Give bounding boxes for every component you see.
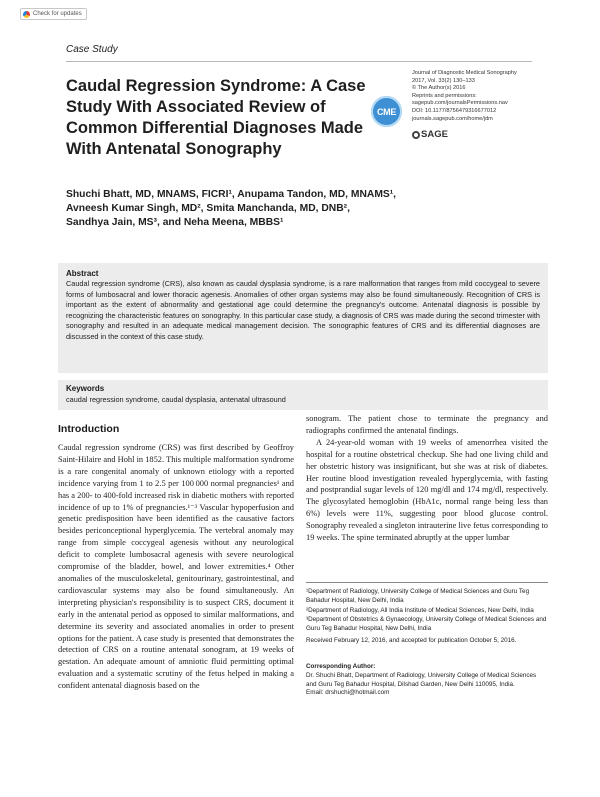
sage-logo (412, 129, 448, 140)
keywords-box (58, 380, 548, 410)
footnote-divider (306, 582, 548, 583)
affiliation-item: ²Department of Radiology, All India Institute of Medical Sciences, New Delhi, India (306, 606, 534, 614)
corresponding-author (306, 663, 548, 698)
affiliation-item: ¹Department of Radiology, University College of Medical Sciences and Guru Teg Bahadur Hospital, New Delhi, India (306, 588, 530, 604)
journal-url-link[interactable]: journals.sagepub.com/home/jdm (412, 115, 493, 122)
author-line: Shuchi Bhatt, MD, MNAMS, FICRI¹, Anupama Tandon, MD, MNAMS¹, (66, 189, 397, 200)
doi-link[interactable]: DOI: 10.1177/8756479316677012 (412, 107, 497, 114)
crossmark-label: Check for updates (33, 11, 82, 17)
sage-logo-text: SAGE (421, 129, 448, 140)
corresponding-author-address: Dr. Shuchi Bhatt, Department of Radiology, University College of Medical Sciences and Guru Teg Bahadur Hospital, Dilshad Garden, New Delhi 110095, India. (306, 671, 537, 688)
author-list (66, 188, 486, 230)
journal-citation: 2017, Vol. 33(2) 130–133 (412, 77, 475, 84)
sage-logo-icon (412, 131, 420, 139)
crossmark-icon (23, 11, 30, 18)
journal-info (412, 70, 547, 123)
keywords-text: caudal regression syndrome, caudal dysplasia, antenatal ultrasound (66, 395, 286, 404)
article-title: Caudal Regression Syndrome: A Case Study With Associated Review of Common Differential Diagnoses Made With Antenatal Sonography (66, 77, 366, 158)
author-line: Avneesh Kumar Singh, MD², Smita Manchanda, MD, DNB², (66, 203, 350, 214)
journal-copyright: © The Author(s) 2016 (412, 85, 466, 92)
author-line: Sandhya Jain, MS³, and Neha Meena, MBBS¹ (66, 217, 284, 228)
crossmark-badge[interactable] (20, 8, 87, 20)
reprints-link[interactable]: sagepub.com/journalsPermissions.nav (412, 100, 508, 107)
left-column (58, 442, 294, 692)
case-report-paragraph: A 24-year-old woman with 19 weeks of amenorrhea visited the hospital for a routine obstetrical checkup. She had one living child and her obstetric history was insignificant, but she was at risk of diabetes. Her routine blood investigation revealed hyperglycemia, with fasting and postprandial sugar levels of 120 mg/dl and 174 mg/dl, respectively. The glycosylated hemoglobin (HbA1c, normal range being less than 6%) levels were 11%, suggesting poor blood glucose control. Sonography revealed a singleton intrauterine live fetus corresponding to 19 weeks. The spine terminated abruptly at the upper lumbar (306, 437, 548, 543)
cme-badge-label: CME (376, 106, 397, 117)
abstract-box (58, 263, 548, 373)
introduction-paragraph: Caudal regression syndrome (CRS) was first described by Geoffroy Saint-Hilaire and Hohl in 1852. This multiple malformation syndrome is a rare congenital anomaly of unknown etiology with a reported incidence varying from 1 to 2.5 per 100 000 normal pregnancies¹ and has a 200- to 400-fold increased risk in diabetic mothers with reported incidence of up to 1% of pregnancies.¹⁻³ Vascular hypoperfusion and genetic predisposition have been identified as the causative factors besides periconceptional hyperglycemia. The vertebral anomaly may range from simple coccygeal agenesis without any neurological deficit to complete lumbosacral agenesis with severe neurological compromise of the bladder, bowel, and lower extremities.⁴ Other anomalies of the musculoskeletal, genitourinary, gastrointestinal, and cardiovascular systems may also be found simultaneously. An interpreting physician's responsibility is to suspect CRS, document it early in the antenatal period as opposed to similar malformations, and determine its severity and associated anomalies in order to present options for the patient. A case study is presented that demonstrates the detection of CRS on a routine antenatal sonogram, at 19 weeks of gestation. An adequate amount of amniotic fluid permitting optimal evaluation and a systematic scrutiny of the fetus helped in making a confident antenatal diagnosis based on the (58, 443, 294, 691)
journal-name: Journal of Diagnostic Medical Sonography (412, 70, 517, 76)
abstract-heading: Abstract (66, 269, 99, 278)
introduction-heading: Introduction (58, 423, 120, 435)
header-divider (66, 61, 532, 62)
corresponding-author-email[interactable]: Email: drshuchi@hotmail.com (306, 689, 390, 697)
received-dates: Received February 12, 2016, and accepted for publication October 5, 2016. (306, 637, 517, 644)
right-column (306, 413, 548, 544)
section-label: Case Study (66, 44, 118, 55)
corresponding-author-heading: Corresponding Author: (306, 663, 376, 670)
reprints-label: Reprints and permissions: (412, 92, 477, 99)
affiliations (306, 588, 548, 635)
keywords-heading: Keywords (66, 384, 105, 393)
body-paragraph: sonogram. The patient chose to terminate the pregnancy and radiographs confirmed the antenatal findings. (306, 414, 548, 435)
abstract-text: Caudal regression syndrome (CRS), also known as caudal dysplasia syndrome, is a rare malformation that ranges from mild coccygeal to severe forms of lumbosacral and lower thoracic agenesis. Anomalies of other organ systems may also be found simultaneously. Recognition of CRS is important as the extent of abnormality and gestational age could determine the pregnancy's outcome. Antenatal diagnosis is possible by recognizing the characteristic features on sonography. In this particular case study, a diagnosis of CRS was made during the second trimester with sonography and resulted in an adequate medical management decision. The sonographic features of CRS and its differential diagnoses are discussed in the context of this case study. (66, 279, 540, 341)
cme-badge-icon (371, 96, 402, 127)
affiliation-item: ³Department of Obstetrics & Gynaecology, University College of Medical Sciences and Guru Teg Bahadur Hospital, New Delhi, India (306, 616, 547, 633)
